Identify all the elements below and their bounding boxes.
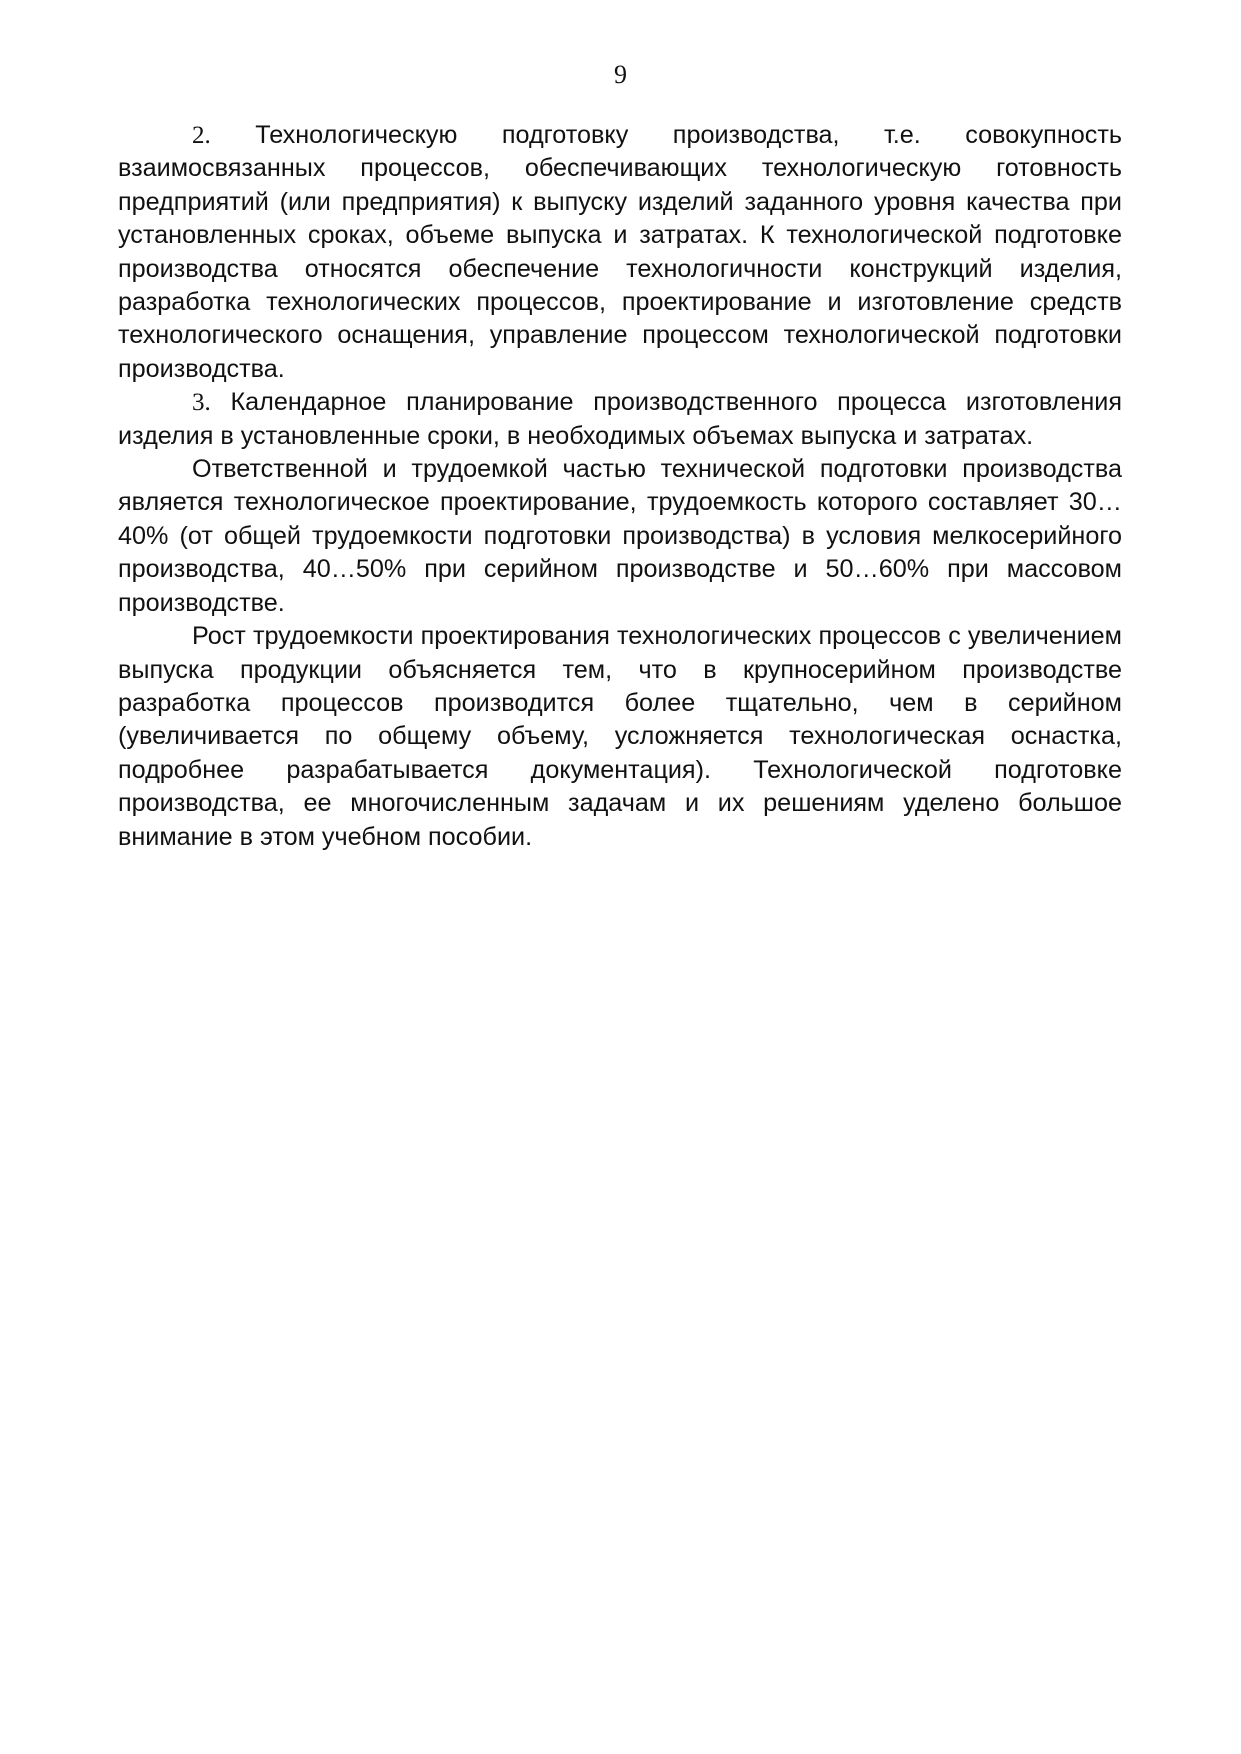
paragraph-labor-growth: Рост трудоемкости проектирования технологических процессов с увеличением выпуска продукции объясняется тем, что в крупносерийном производстве разработка процессов производится более тщательно, чем в серийном (увеличивается по общему объему, усложняется технологическая оснастка, подробнее разрабатывается документация). Технологической подготовке производства, ее многочисленным задачам и их решениям уделено большое внимание в этом учебном пособии. [118, 622, 1122, 851]
list-number: 2. [192, 122, 211, 149]
page-number: 9 [614, 60, 627, 89]
paragraph-item-2 [118, 119, 1122, 386]
paragraph-technological-design: Ответственной и трудоемкой частью технической подготовки производства является технологическое проектирование, трудоемкость которого составляет 30…40% (от общей трудоемкости подготовки производства) в условия мелкосерийного производства, 40…50% при серийном производстве и 50…60% при массовом производстве. [118, 455, 1122, 617]
list-number: 3. [192, 389, 211, 417]
page-body [118, 119, 1122, 854]
paragraph-text: Календарное планирование производственного процесса изготовления изделия в установленные сроки, в необходимых объемах выпуска и затратах. [118, 388, 1122, 450]
paragraph-text: Технологическую подготовку производства, т.е. совокупность взаимосвязанных процессов, обеспечивающих технологическую готовность предприятий (или предприятия) к выпуску изделий заданного уровня качества при установленных сроках, объеме выпуска и затратах. К технологической подготовке производства относятся обеспечение технологичности конструкций изделия, разработка технологических процессов, проектирование и изготовление средств технологического оснащения, управление процессом технологической подготовки производства. [118, 121, 1122, 383]
paragraph-item-3 [118, 386, 1122, 453]
